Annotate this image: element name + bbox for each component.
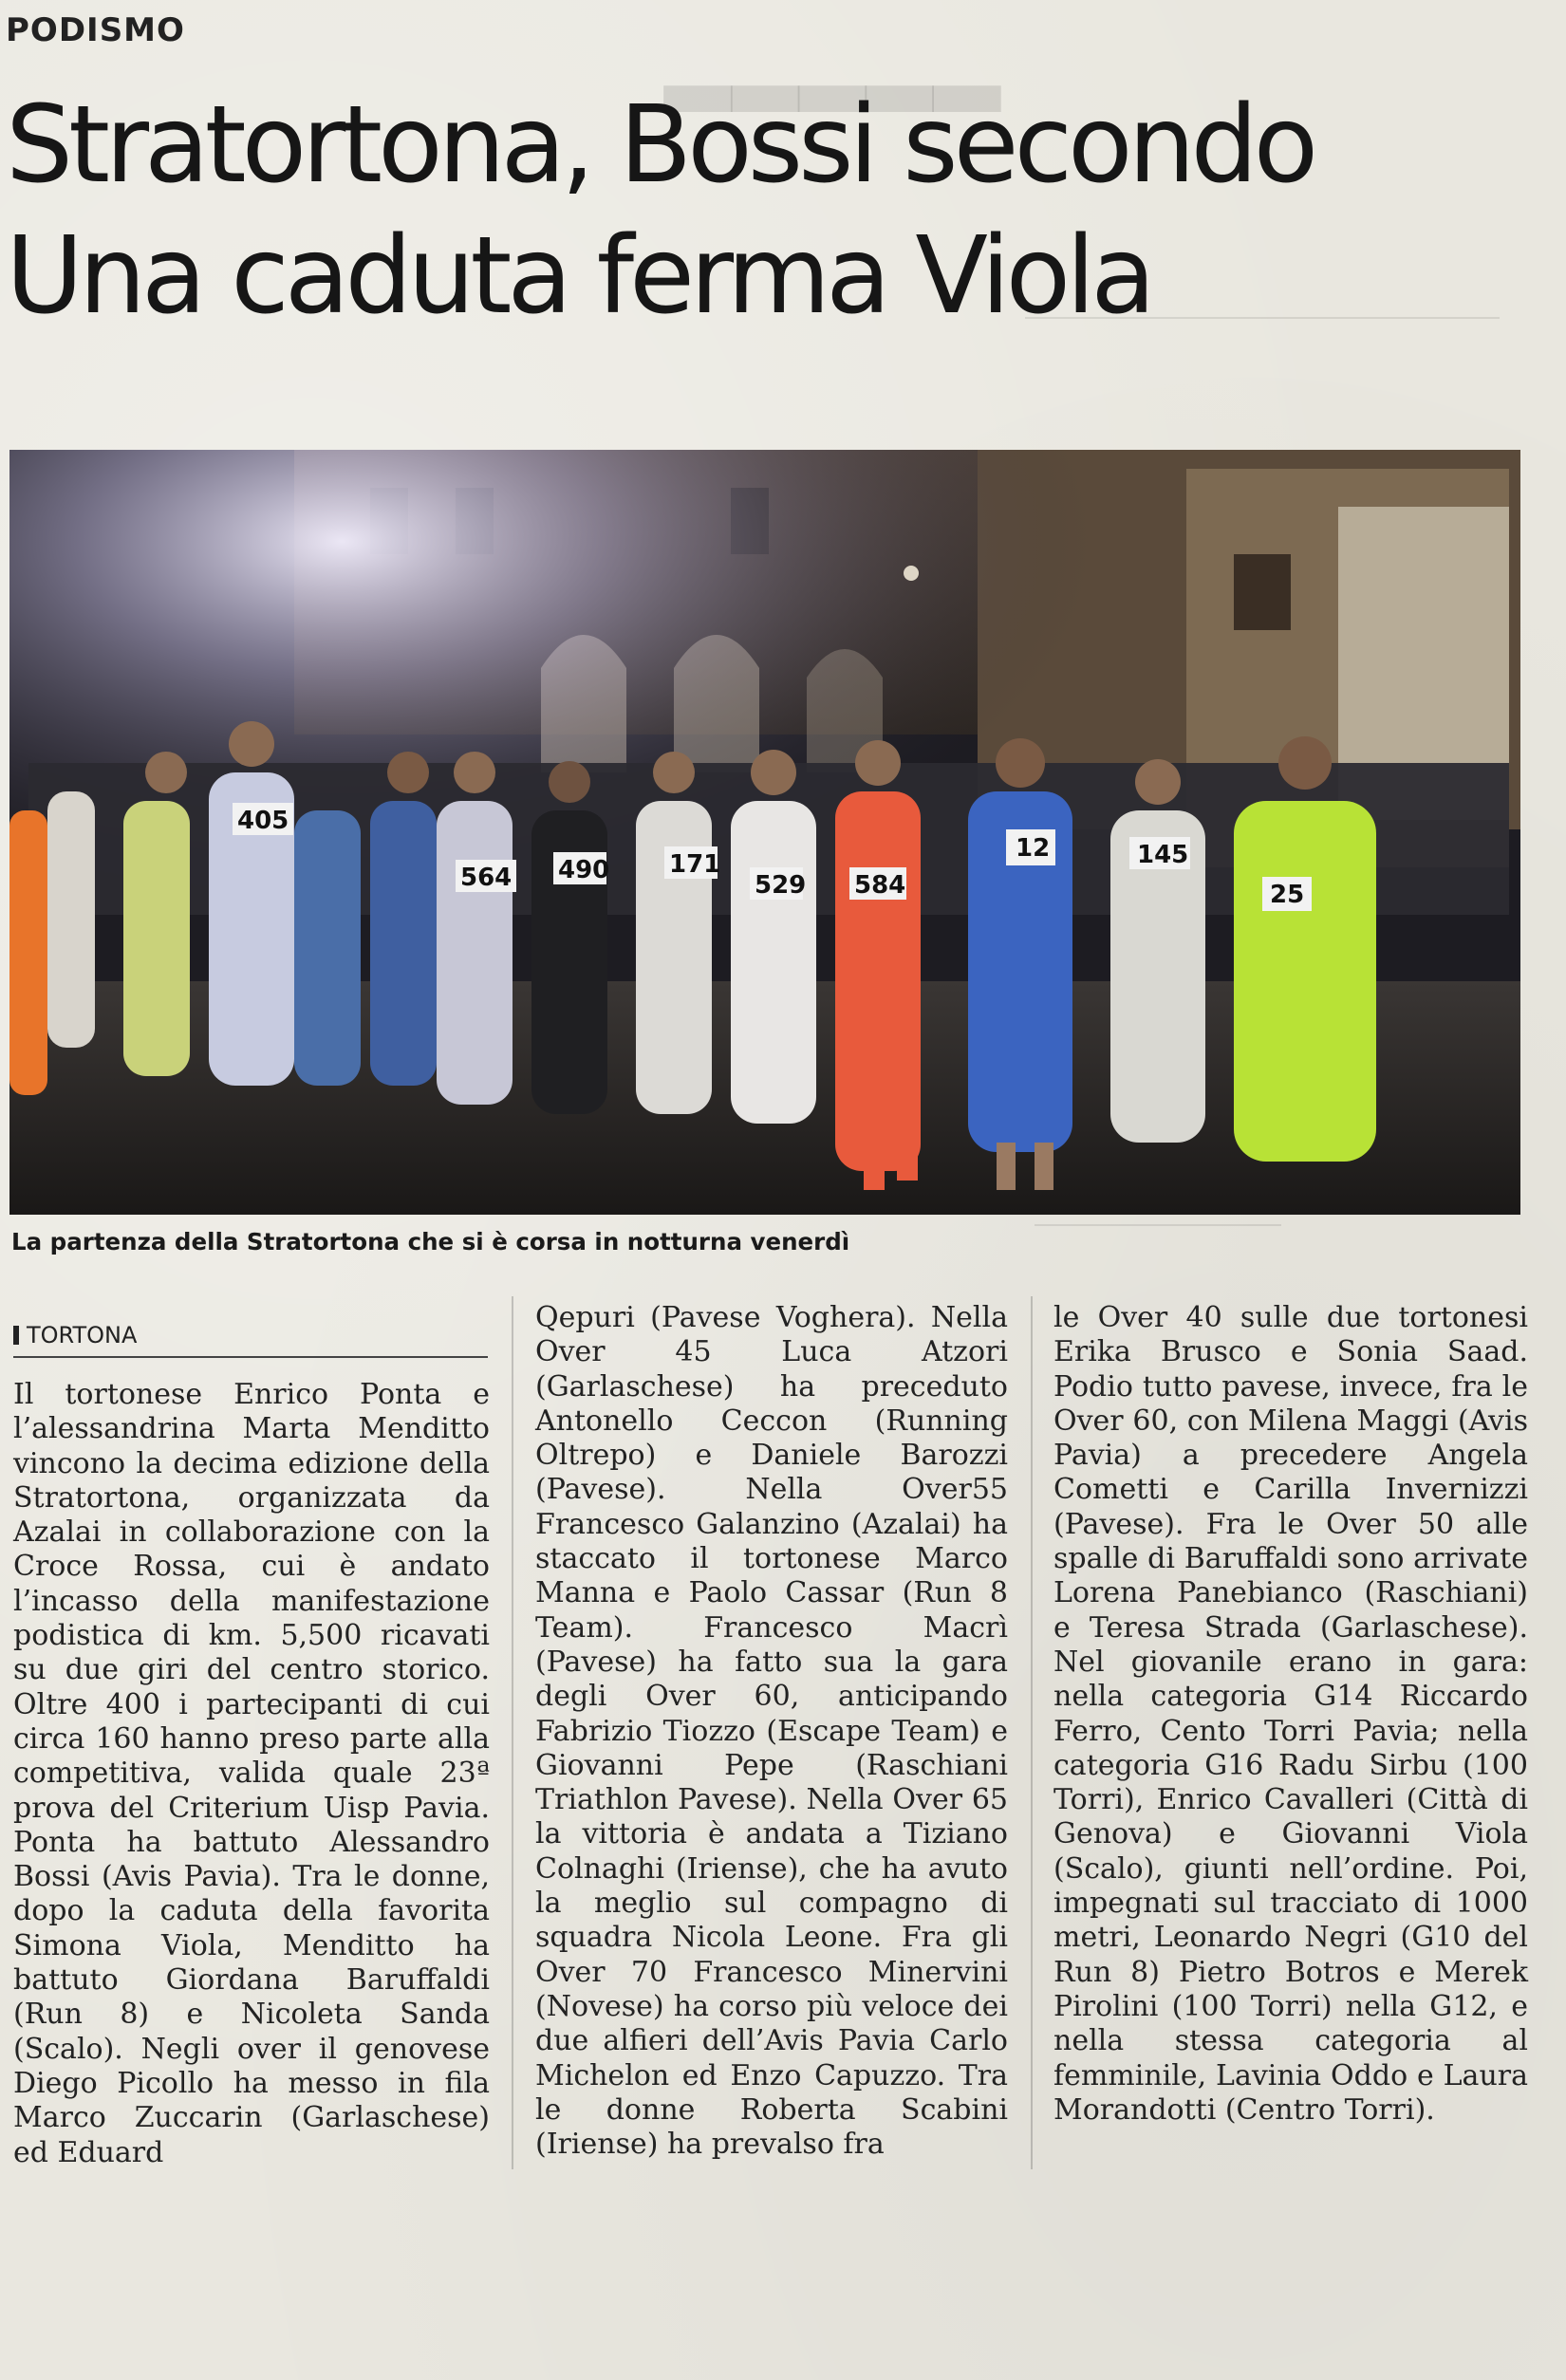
photo-caption: La partenza della Stratortona che si è corsa in notturna venerdì: [11, 1228, 850, 1255]
bib-564: 564: [460, 864, 513, 892]
bib-405: 405: [237, 807, 289, 835]
article-text: Il tortonese Enrico Ponta e l’alessandrina Marta Menditto vincono la decima edizione della Stratortona, organizzata da Azalai in collaborazione con la Croce Rossa, cui è andato l’incasso della manifestazione podistica di km. 5,500 ricavati su due giri del centro storico. Oltre 400 i partecipanti di cui circa 160 hanno preso parte alla competitiva, valida quale 23ª prova del Criterium Uisp Pavia. Ponta ha battuto Alessandro Bossi (Avis Pavia). Tra le donne, dopo la caduta della favorita Simona Viola, Menditto ha battuto Giordana Baruffaldi (Run 8) e Nicoleta Sanda (Scalo). Negli over il genovese Diego Picollo ha messo in fila Marco Zuccarin (Garlaschese) ed Eduard: [13, 1378, 490, 2169]
article-column-2: [535, 1301, 1008, 2162]
dateline-text: TORTONA: [27, 1322, 138, 1348]
bib-145: 145: [1137, 841, 1189, 869]
bib-584: 584: [854, 871, 906, 900]
bleed-through-texture: ▂▂▂▂▂: [664, 9, 1000, 111]
bib-490: 490: [558, 856, 610, 884]
column-divider: [1031, 1296, 1033, 2169]
bib-171: 171: [669, 850, 721, 879]
article-text: Qepuri (Pavese Voghera). Nella Over 45 Luca Atzori (Garlaschese) ha preceduto Antonello Ceccon (Running Oltrepo) e Daniele Barozzi (Pavese). Nella Over55 Francesco Galanzino (Azalai) ha staccato il tortonese Marco Manna e Paolo Cassar (Run 8 Team). Francesco Macrì (Pavese) ha fatto sua la gara degli Over 60, anticipando Fabrizio Tiozzo (Escape Team) e Giovanni Pepe (Raschiani Triathlon Pavese). Nella Over 65 la vittoria è andata a Tiziano Colnaghi (Iriense), che ha avuto la meglio sul compagno di squadra Nicola Leone. Fra gli Over 70 Francesco Minervini (Novese) ha corso più veloce dei due alfieri dell’Avis Pavia Carlo Michelon ed Enzo Capuzzo. Tra le donne Roberta Scabini (Iriense) ha prevalso fra: [535, 1301, 1008, 2162]
headline-line-2: Una caduta ferma Viola: [6, 214, 1151, 338]
dateline-marker: [13, 1326, 19, 1345]
photo-illustration: [9, 450, 1520, 1215]
column-divider: [512, 1296, 513, 2169]
bib-25: 25: [1270, 881, 1305, 909]
dateline: [13, 1322, 488, 1358]
bib-529: 529: [755, 871, 807, 900]
article-column-3: [1053, 1301, 1528, 2128]
headline: [6, 80, 1524, 342]
article-text: le Over 40 sulle due tortonesi Erika Brusco e Sonia Saad. Podio tutto pavese, invece, fra le Over 60, con Milena Maggi (Avis Pavia) a precedere Angela Cometti e Carilla Invernizzi (Pavese). Fra le Over 50 alle spalle di Baruffaldi sono arrivate Lorena Panebianco (Raschiani) e Teresa Strada (Garlaschese). Nel giovanile erano in gara: nella categoria G14 Riccardo Ferro, Cento Torri Pavia; nella categoria G16 Radu Sirbu (100 Torri), Enrico Cavalleri (Città di Genova) e Giovanni Viola (Scalo), giunti nell’ordine. Poi, impegnati sul tracciato di 1000 metri, Leonardo Negri (G10 del Run 8) Pietro Botros e Merek Pirolini (100 Torri) nella G12, e nella stessa categoria al femminile, Lavinia Oddo e Laura Morandotti (Centro Torri).: [1053, 1301, 1528, 2127]
headline-line-1: Stratortona, Bossi secondo: [6, 84, 1314, 207]
section-kicker: PODISMO: [6, 11, 185, 49]
article-column-1: [13, 1378, 490, 2170]
bib-12: 12: [1016, 834, 1051, 863]
bleed-through-rule: [1035, 1224, 1281, 1226]
race-start-photo: [9, 450, 1520, 1215]
